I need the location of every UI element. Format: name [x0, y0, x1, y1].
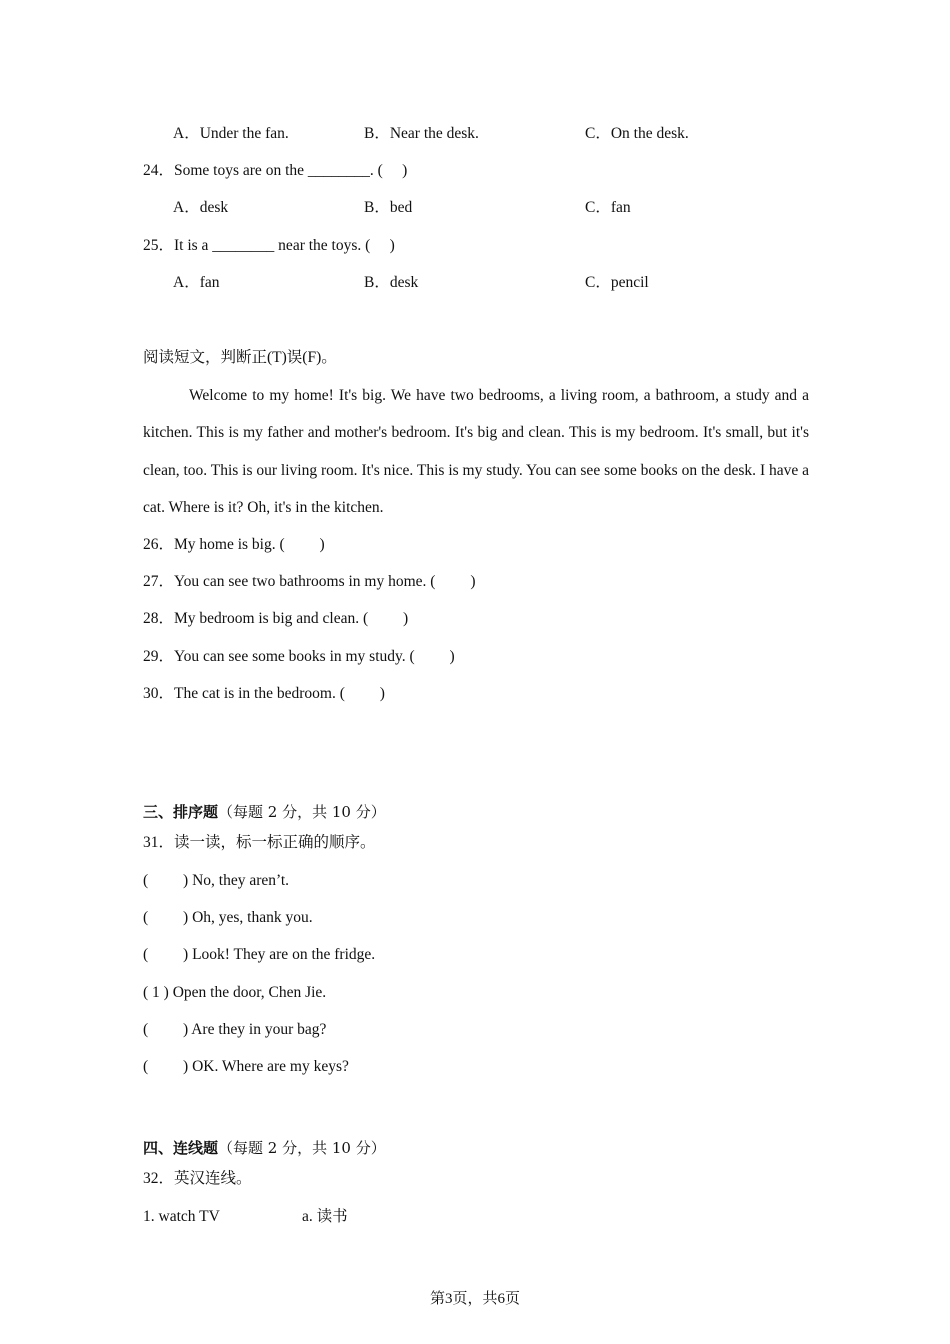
reading-passage-text: Welcome to my home! It's big. We have two bedrooms, a living room, a bathroom, a study and a kitchen. This is my father and mother's bedroom. It's big and clean. This is my bedroom. It's small, but it's clean, too. This is our living room. It's nice. This is my study. You can see some books on the desk. I have a cat. Where is it? Oh, it's in the kitchen. — [143, 387, 809, 516]
q25-option-c: C．pencil — [585, 274, 649, 291]
section-3-title: 三、排序题 — [143, 803, 219, 821]
section-3-heading — [143, 802, 386, 822]
q25-stem: 25．It is a ________ near the toys. ( ) — [143, 237, 395, 254]
section-4-heading — [143, 1138, 386, 1158]
q24-option-b: B．bed — [364, 199, 413, 216]
section-3-note: （每题 2 分，共 10 分） — [218, 803, 386, 821]
section-4-note: （每题 2 分，共 10 分） — [218, 1139, 386, 1157]
q25-option-b: B．desk — [364, 274, 419, 291]
question-27: 27．You can see two bathrooms in my home. ( ) — [143, 573, 476, 590]
order-item-3: ( ) Look! They are on the fridge. — [143, 946, 376, 963]
order-item-4: ( 1 ) Open the door, Chen Jie. — [143, 984, 327, 1001]
q24-option-a: A．desk — [173, 199, 229, 216]
order-item-1: ( ) No, they aren’t. — [143, 872, 290, 889]
q23-option-b: B．Near the desk. — [364, 125, 479, 142]
page-footer: 第3页，共6页 — [429, 1291, 520, 1307]
order-item-6: ( ) OK. Where are my keys? — [143, 1058, 349, 1075]
q23-option-c: C．On the desk. — [585, 125, 689, 142]
order-item-2: ( ) Oh, yes, thank you. — [143, 909, 313, 926]
question-26: 26．My home is big. ( ) — [143, 536, 325, 553]
question-29: 29．You can see some books in my study. ( ) — [143, 648, 455, 665]
match-right-item-a: a. 读书 — [302, 1208, 348, 1225]
question-31: 31．读一读，标一标正确的顺序。 — [143, 834, 376, 851]
q24-stem: 24．Some toys are on the ________. ( ) — [143, 162, 408, 179]
match-left-item-1: 1. watch TV — [143, 1208, 220, 1225]
reading-passage — [143, 377, 809, 526]
reading-instruction: 阅读短文，判断正(T)误(F)。 — [143, 349, 337, 366]
question-32: 32．英汉连线。 — [143, 1170, 252, 1187]
q23-option-a: A．Under the fan. — [173, 125, 289, 142]
q24-option-c: C．fan — [585, 199, 631, 216]
question-28: 28．My bedroom is big and clean. ( ) — [143, 610, 409, 627]
order-item-5: ( ) Are they in your bag? — [143, 1021, 327, 1038]
question-30: 30．The cat is in the bedroom. ( ) — [143, 685, 385, 702]
q25-option-a: A．fan — [173, 274, 220, 291]
section-4-title: 四、连线题 — [143, 1139, 219, 1157]
